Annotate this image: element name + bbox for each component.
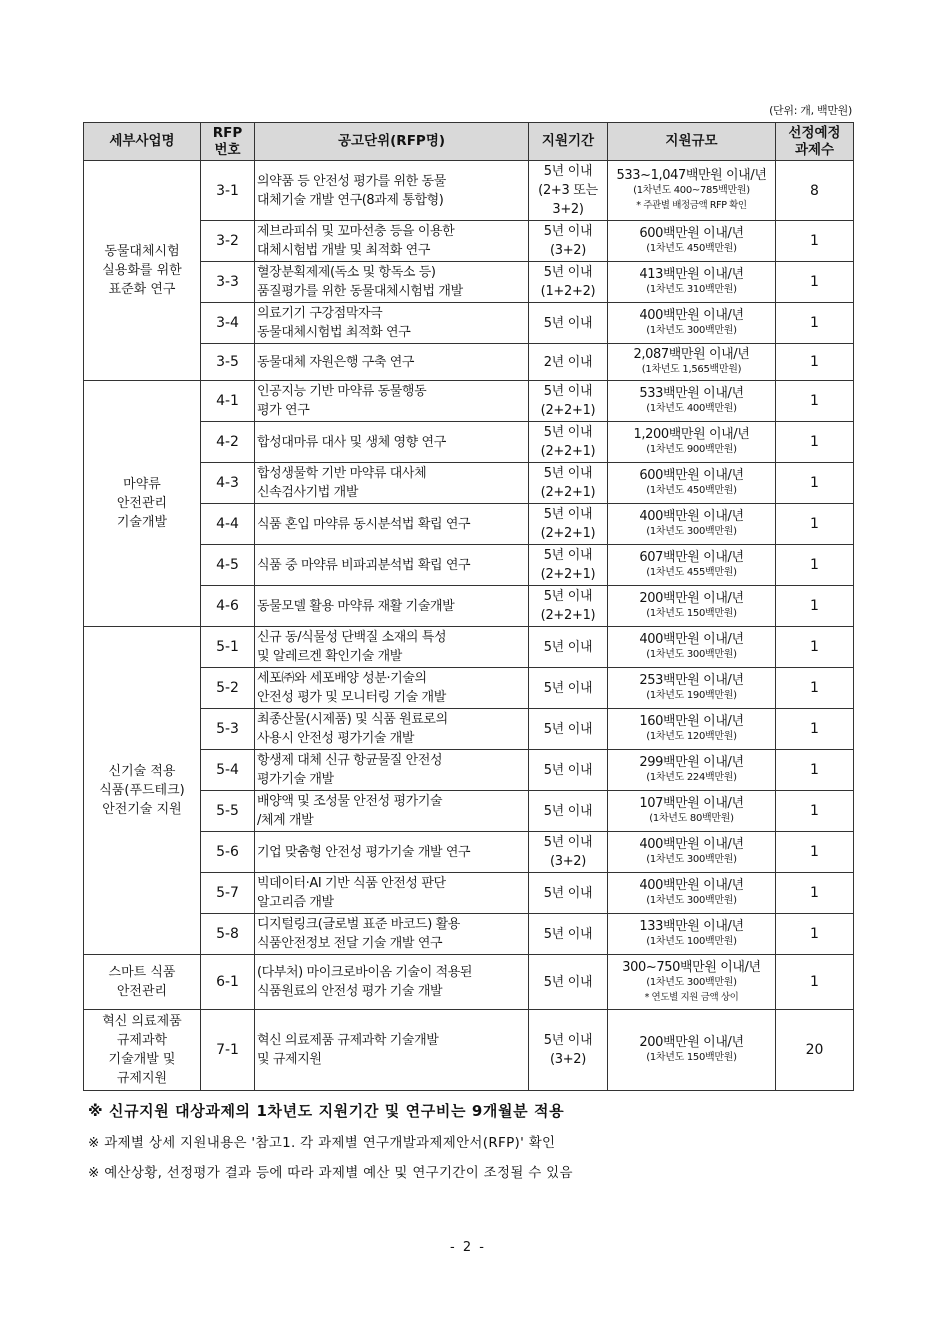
- scale-note: * 연도별 지원 금액 상이: [644, 991, 739, 1003]
- support-period: 5년 이내: [529, 873, 608, 914]
- scale-first-year: (1차년도 300백만원): [646, 649, 737, 660]
- rfp-number: 4-5: [201, 545, 255, 586]
- rfp-number: 3-3: [201, 262, 255, 303]
- rfp-number: 5-8: [201, 914, 255, 955]
- business-name: 동물대체시험 실용화를 위한 표준화 연구: [84, 161, 201, 381]
- scale-first-year: (1차년도 100백만원): [646, 936, 737, 947]
- support-period: 5년 이내 (3+2): [529, 221, 608, 262]
- rfp-number: 3-4: [201, 303, 255, 344]
- selection-count: 8: [776, 161, 854, 221]
- selection-count: 1: [776, 422, 854, 463]
- selection-count: 1: [776, 463, 854, 504]
- support-period: 5년 이내 (3+2): [529, 832, 608, 873]
- scale-main: 1,200백만원 이내/년: [633, 427, 750, 442]
- scale-main: 253백만원 이내/년: [639, 673, 744, 688]
- support-scale: [608, 832, 776, 873]
- note-line: ※ 과제별 상세 지원내용은 '참고1. 각 과제별 연구개발과제제안서(RFP)' 확인: [88, 1135, 556, 1151]
- scale-first-year: (1차년도 450백만원): [646, 243, 737, 254]
- scale-main: 400백만원 이내/년: [639, 837, 744, 852]
- header-count: 선정예정 과제수: [776, 123, 854, 161]
- rfp-title: 제브라피쉬 및 꼬마선충 등을 이용한 대체시험법 개발 및 최적화 연구: [255, 221, 529, 262]
- support-period: 5년 이내 (2+2+1): [529, 545, 608, 586]
- scale-first-year: (1차년도 120백만원): [646, 731, 737, 742]
- rfp-number: 3-1: [201, 161, 255, 221]
- selection-count: 1: [776, 873, 854, 914]
- support-scale: [608, 668, 776, 709]
- rfp-title: 혁신 의료제품 규제과학 기술개발 및 규제지원: [255, 1010, 529, 1091]
- support-scale: [608, 791, 776, 832]
- scale-main: 2,087백만원 이내/년: [633, 347, 750, 362]
- support-scale: [608, 955, 776, 1010]
- rfp-number: 4-2: [201, 422, 255, 463]
- support-period: 5년 이내: [529, 750, 608, 791]
- scale-main: 133백만원 이내/년: [639, 919, 744, 934]
- scale-first-year: (1차년도 400백만원): [646, 403, 737, 414]
- business-name: 혁신 의료제품 규제과학 기술개발 및 규제지원: [84, 1010, 201, 1091]
- rfp-title: 신규 동/식물성 단백질 소재의 특성 및 알레르겐 확인기술 개발: [255, 627, 529, 668]
- support-scale: [608, 1010, 776, 1091]
- rfp-title: 합성생물학 기반 마약류 대사체 신속검사기법 개발: [255, 463, 529, 504]
- scale-main: 400백만원 이내/년: [639, 308, 744, 323]
- selection-count: 1: [776, 832, 854, 873]
- selection-count: 1: [776, 914, 854, 955]
- page-number: - 2 -: [450, 1240, 486, 1255]
- table-row: [84, 161, 854, 221]
- support-period: 5년 이내: [529, 303, 608, 344]
- rfp-title: 빅데이터·AI 기반 식품 안전성 판단 알고리즘 개발: [255, 873, 529, 914]
- rfp-number: 5-3: [201, 709, 255, 750]
- rfp-number: 5-5: [201, 791, 255, 832]
- scale-main: 160백만원 이내/년: [639, 714, 744, 729]
- selection-count: 1: [776, 955, 854, 1010]
- scale-main: 533백만원 이내/년: [639, 386, 744, 401]
- rfp-number: 4-6: [201, 586, 255, 627]
- rfp-title: 항생제 대체 신규 항균물질 안전성 평가기술 개발: [255, 750, 529, 791]
- selection-count: 1: [776, 303, 854, 344]
- support-scale: [608, 750, 776, 791]
- scale-first-year: (1차년도 310백만원): [646, 284, 737, 295]
- note-line: ※ 예산상황, 선정평가 결과 등에 따라 과제별 예산 및 연구기간이 조정될 수 있음: [88, 1165, 573, 1181]
- table-header-row: [84, 123, 854, 161]
- rfp-title: 의약품 등 안전성 평가를 위한 동물 대체기술 개발 연구(8과제 통합형): [255, 161, 529, 221]
- header-biz: 세부사업명: [84, 123, 201, 161]
- rfp-title: 세포㈜와 세포배양 성분·기술의 안전성 평가 및 모니터링 기술 개발: [255, 668, 529, 709]
- rfp-number: 5-7: [201, 873, 255, 914]
- rfp-title: 배양액 및 조성물 안전성 평가기술 /체계 개발: [255, 791, 529, 832]
- support-scale: [608, 914, 776, 955]
- support-period: 5년 이내: [529, 914, 608, 955]
- scale-main: 413백만원 이내/년: [639, 267, 744, 282]
- support-period: 5년 이내 (3+2): [529, 1010, 608, 1091]
- support-scale: [608, 161, 776, 221]
- selection-count: 20: [776, 1010, 854, 1091]
- support-period: 2년 이내: [529, 344, 608, 381]
- scale-main: 300~750백만원 이내/년: [622, 959, 761, 975]
- rfp-title: 인공지능 기반 마약류 동물행동 평가 연구: [255, 381, 529, 422]
- header-period: 지원기간: [529, 123, 608, 161]
- support-scale: [608, 262, 776, 303]
- support-period: 5년 이내 (1+2+2): [529, 262, 608, 303]
- support-period: 5년 이내: [529, 791, 608, 832]
- scale-main: 200백만원 이내/년: [639, 591, 744, 606]
- rfp-title: 혈장분획제제(독소 및 항독소 등) 품질평가를 위한 동물대체시험법 개발: [255, 262, 529, 303]
- scale-note: * 주관별 배정금액 RFP 확인: [636, 200, 747, 211]
- rfp-number: 7-1: [201, 1010, 255, 1091]
- scale-first-year: (1차년도 300백만원): [646, 976, 737, 988]
- support-period: 5년 이내 (2+2+1): [529, 463, 608, 504]
- rfp-number: 4-4: [201, 504, 255, 545]
- support-period: 5년 이내 (2+2+1): [529, 422, 608, 463]
- table-row: [84, 381, 854, 422]
- rfp-number: 5-1: [201, 627, 255, 668]
- note-bold: ※ 신규지원 대상과제의 1차년도 지원기간 및 연구비는 9개월분 적용: [88, 1102, 565, 1120]
- rfp-title: 동물모델 활용 마약류 재활 기술개발: [255, 586, 529, 627]
- scale-main: 600백만원 이내/년: [639, 226, 744, 241]
- scale-first-year: (1차년도 224백만원): [646, 772, 737, 783]
- rfp-title: 의료기기 구강점막자극 동물대체시험법 최적화 연구: [255, 303, 529, 344]
- rfp-title: 최종산물(시제품) 및 식품 원료로의 사용시 안전성 평가기술 개발: [255, 709, 529, 750]
- notes: [88, 1100, 848, 1191]
- support-period: 5년 이내: [529, 709, 608, 750]
- rfp-title: 식품 혼입 마약류 동시분석법 확립 연구: [255, 504, 529, 545]
- selection-count: 1: [776, 344, 854, 381]
- scale-first-year: (1차년도 300백만원): [646, 895, 737, 906]
- scale-first-year: (1차년도 455백만원): [646, 567, 737, 578]
- support-period: 5년 이내 (2+3 또는 3+2): [529, 161, 608, 221]
- support-scale: [608, 545, 776, 586]
- table-body: [84, 161, 854, 1091]
- selection-count: 1: [776, 545, 854, 586]
- rfp-title: 식품 중 마약류 비파괴분석법 확립 연구: [255, 545, 529, 586]
- scale-first-year: (1차년도 80백만원): [649, 813, 734, 824]
- scale-main: 200백만원 이내/년: [639, 1035, 744, 1050]
- rfp-title: 합성대마류 대사 및 생체 영향 연구: [255, 422, 529, 463]
- rfp-number: 4-3: [201, 463, 255, 504]
- scale-first-year: (1차년도 1,565백만원): [641, 364, 742, 375]
- support-scale: [608, 627, 776, 668]
- rfp-table: [83, 122, 854, 1091]
- rfp-number: 6-1: [201, 955, 255, 1010]
- header-rfp: RFP 번호: [201, 123, 255, 161]
- scale-first-year: (1차년도 400~785백만원): [633, 185, 750, 196]
- support-period: 5년 이내: [529, 955, 608, 1010]
- scale-main: 107백만원 이내/년: [639, 796, 744, 811]
- table-row: [84, 1010, 854, 1091]
- header-scale: 지원규모: [608, 123, 776, 161]
- support-scale: [608, 422, 776, 463]
- support-scale: [608, 873, 776, 914]
- business-name: 스마트 식품 안전관리: [84, 955, 201, 1010]
- table-row: [84, 955, 854, 1010]
- support-scale: [608, 221, 776, 262]
- selection-count: 1: [776, 750, 854, 791]
- scale-first-year: (1차년도 190백만원): [646, 690, 737, 701]
- rfp-title: 동물대체 자원은행 구축 연구: [255, 344, 529, 381]
- scale-main: 400백만원 이내/년: [639, 632, 744, 647]
- scale-first-year: (1차년도 900백만원): [646, 444, 737, 455]
- support-scale: [608, 344, 776, 381]
- table-row: [84, 627, 854, 668]
- scale-first-year: (1차년도 150백만원): [646, 608, 737, 619]
- rfp-title: 디지털링크(글로벌 표준 바코드) 활용 식품안전정보 전달 기술 개발 연구: [255, 914, 529, 955]
- business-name: 마약류 안전관리 기술개발: [84, 381, 201, 627]
- scale-main: 299백만원 이내/년: [639, 755, 744, 770]
- support-scale: [608, 586, 776, 627]
- support-scale: [608, 381, 776, 422]
- support-scale: [608, 303, 776, 344]
- scale-first-year: (1차년도 300백만원): [646, 854, 737, 865]
- scale-first-year: (1차년도 450백만원): [646, 485, 737, 496]
- selection-count: 1: [776, 586, 854, 627]
- scale-main: 400백만원 이내/년: [639, 509, 744, 524]
- business-name: 신기술 적용 식품(푸드테크) 안전기술 지원: [84, 627, 201, 955]
- support-period: 5년 이내 (2+2+1): [529, 586, 608, 627]
- selection-count: 1: [776, 791, 854, 832]
- scale-main: 533~1,047백만원 이내/년: [616, 168, 767, 183]
- scale-main: 600백만원 이내/년: [639, 468, 744, 483]
- rfp-number: 3-5: [201, 344, 255, 381]
- unit-note: (단위: 개, 백만원): [769, 104, 852, 117]
- scale-first-year: (1차년도 300백만원): [646, 526, 737, 537]
- rfp-number: 5-4: [201, 750, 255, 791]
- scale-main: 400백만원 이내/년: [639, 878, 744, 893]
- selection-count: 1: [776, 668, 854, 709]
- rfp-number: 3-2: [201, 221, 255, 262]
- selection-count: 1: [776, 381, 854, 422]
- rfp-number: 5-2: [201, 668, 255, 709]
- selection-count: 1: [776, 709, 854, 750]
- selection-count: 1: [776, 262, 854, 303]
- header-title: 공고단위(RFP명): [255, 123, 529, 161]
- rfp-title: 기업 맞춤형 안전성 평가기술 개발 연구: [255, 832, 529, 873]
- support-scale: [608, 504, 776, 545]
- rfp-number: 5-6: [201, 832, 255, 873]
- support-scale: [608, 463, 776, 504]
- rfp-title: (다부처) 마이크로바이옴 기술이 적용된 식품원료의 안전성 평가 기술 개발: [255, 955, 529, 1010]
- selection-count: 1: [776, 627, 854, 668]
- scale-first-year: (1차년도 300백만원): [646, 325, 737, 336]
- selection-count: 1: [776, 504, 854, 545]
- selection-count: 1: [776, 221, 854, 262]
- support-period: 5년 이내: [529, 668, 608, 709]
- rfp-number: 4-1: [201, 381, 255, 422]
- support-scale: [608, 709, 776, 750]
- scale-main: 607백만원 이내/년: [639, 550, 744, 565]
- scale-first-year: (1차년도 150백만원): [646, 1052, 737, 1063]
- support-period: 5년 이내 (2+2+1): [529, 381, 608, 422]
- support-period: 5년 이내 (2+2+1): [529, 504, 608, 545]
- support-period: 5년 이내: [529, 627, 608, 668]
